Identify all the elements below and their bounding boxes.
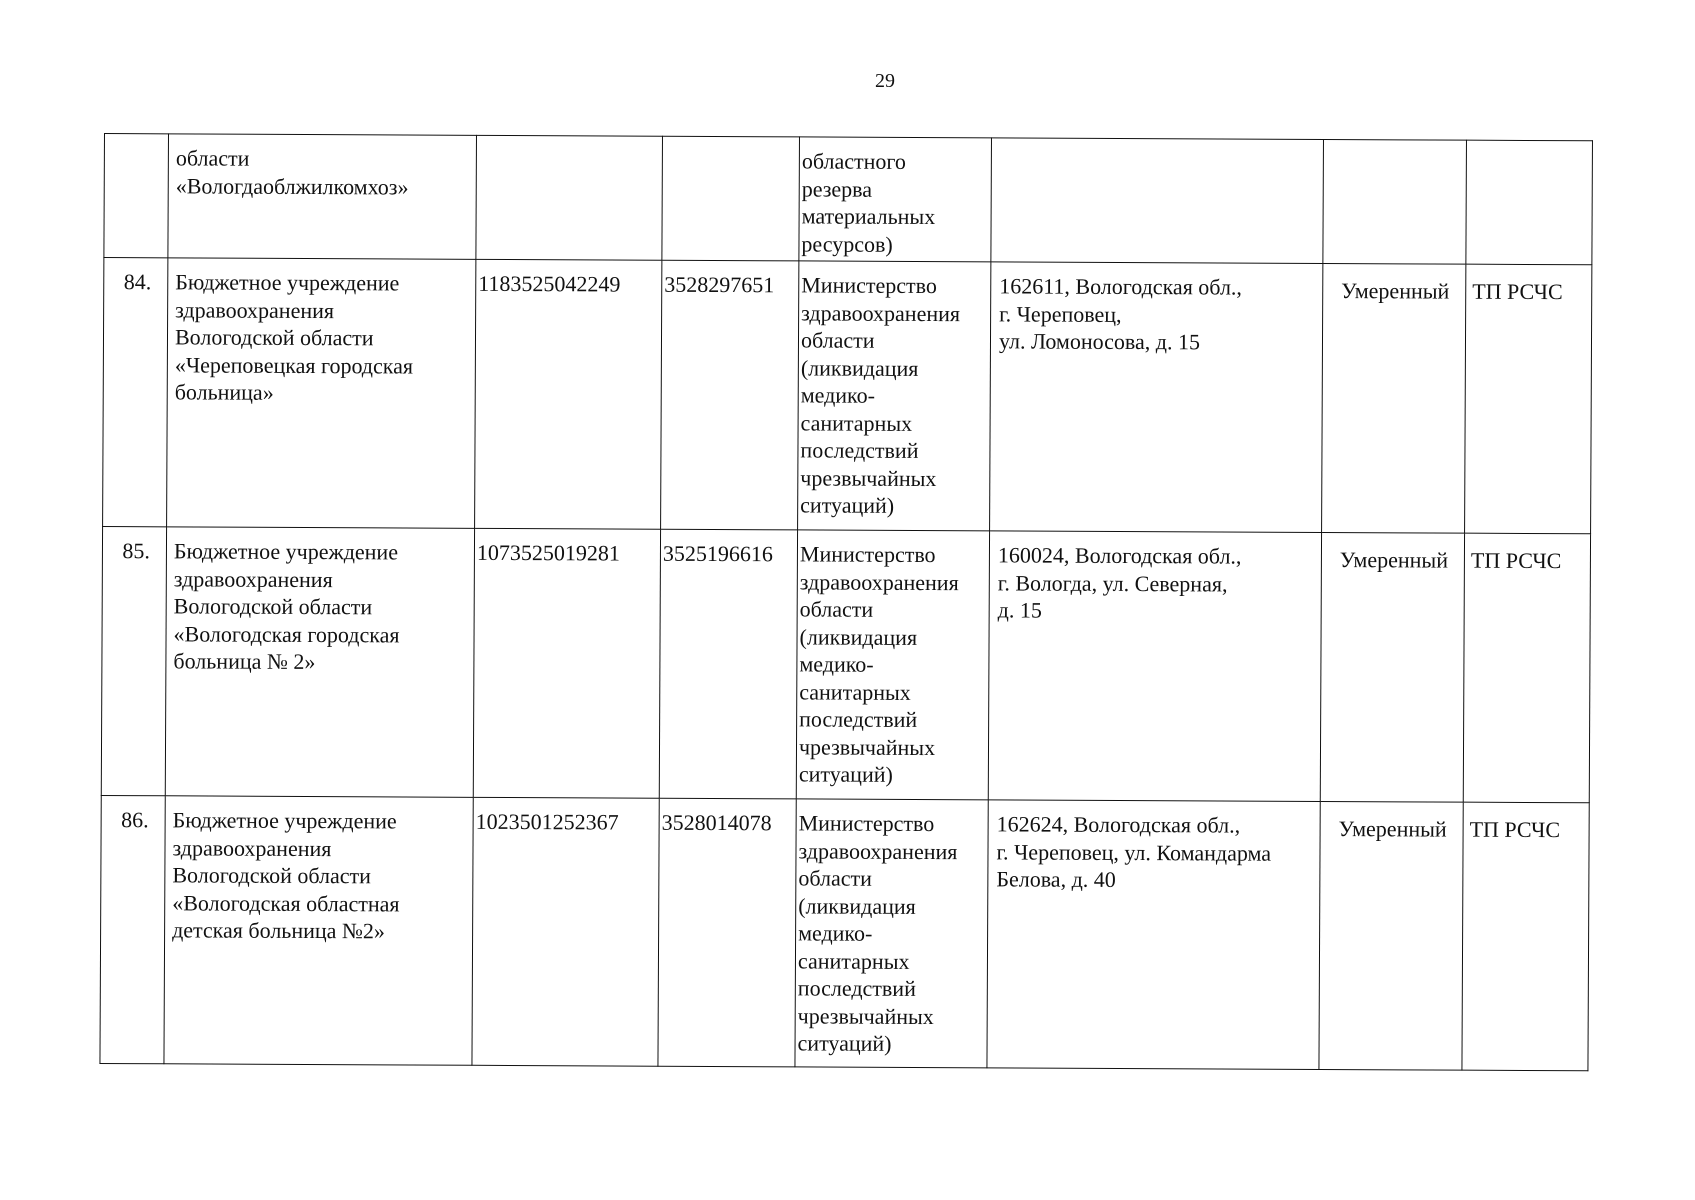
cell-address: 162624, Вологодская обл., г. Череповец, ул. Командарма Белова, д. 40 xyxy=(987,800,1320,1070)
cell-address: 162611, Вологодская обл., г. Череповец, ул. Ломоносова, д. 15 xyxy=(990,262,1323,533)
cell-address: 160024, Вологодская обл., г. Вологда, ул. Северная, д. 15 xyxy=(988,531,1321,802)
page-number: 29 xyxy=(875,70,895,92)
cell-responsible-body: Министерство здравоохранения области (ликвидация медико- санитарных последствий чрезвычайных ситуаций) xyxy=(795,799,988,1068)
cell-inn: 3528297651 xyxy=(661,260,799,530)
table-row xyxy=(101,526,1590,802)
cell-responsible-body: областного резерва материальных ресурсов) xyxy=(799,137,992,262)
cell-system: ТП РСЧС xyxy=(1463,533,1590,803)
cell-organization-name: Бюджетное учреждение здравоохранения Вологодской области «Череповецкая городская больница» xyxy=(167,258,476,529)
cell-risk-level: Умеренный xyxy=(1319,801,1463,1070)
cell-risk-level: Умеренный xyxy=(1320,532,1464,802)
table-row-continuation xyxy=(104,134,1593,265)
cell-address xyxy=(991,138,1324,264)
cell-responsible-body: Министерство здравоохранения области (ликвидация медико- санитарных последствий чрезвычайных ситуаций) xyxy=(796,530,989,800)
cell-risk-level: Умеренный xyxy=(1322,263,1466,533)
cell-organization-name: Бюджетное учреждение здравоохранения Вологодской области «Вологодская областная детская больница №2» xyxy=(164,796,473,1066)
cell-number: 85. xyxy=(101,526,166,795)
cell-ogrn: 1183525042249 xyxy=(475,259,662,529)
table-row xyxy=(100,795,1589,1070)
cell-inn: 3525196616 xyxy=(659,529,797,799)
cell-ogrn: 1023501252367 xyxy=(472,797,659,1066)
cell-number: 86. xyxy=(100,795,165,1063)
cell-responsible-body: Министерство здравоохранения области (ликвидация медико- санитарных последствий чрезвычайных ситуаций) xyxy=(798,261,991,531)
cell-number: 84. xyxy=(103,258,168,527)
cell-risk-level xyxy=(1323,139,1467,264)
cell-inn xyxy=(662,136,800,261)
cell-system: ТП РСЧС xyxy=(1462,802,1589,1071)
cell-system: ТП РСЧС xyxy=(1465,264,1592,534)
cell-inn: 3528014078 xyxy=(658,798,796,1067)
cell-ogrn xyxy=(476,135,663,260)
cell-system xyxy=(1466,140,1593,265)
registry-table xyxy=(99,133,1593,1071)
cell-organization-name: Бюджетное учреждение здравоохранения Вологодской области «Вологодская городская больница № 2» xyxy=(165,527,474,798)
cell-organization-name: области «Вологдаоблжилкомхоз» xyxy=(168,134,477,260)
cell-ogrn: 1073525019281 xyxy=(473,528,660,798)
cell-number xyxy=(104,134,169,258)
table-row xyxy=(103,258,1592,534)
